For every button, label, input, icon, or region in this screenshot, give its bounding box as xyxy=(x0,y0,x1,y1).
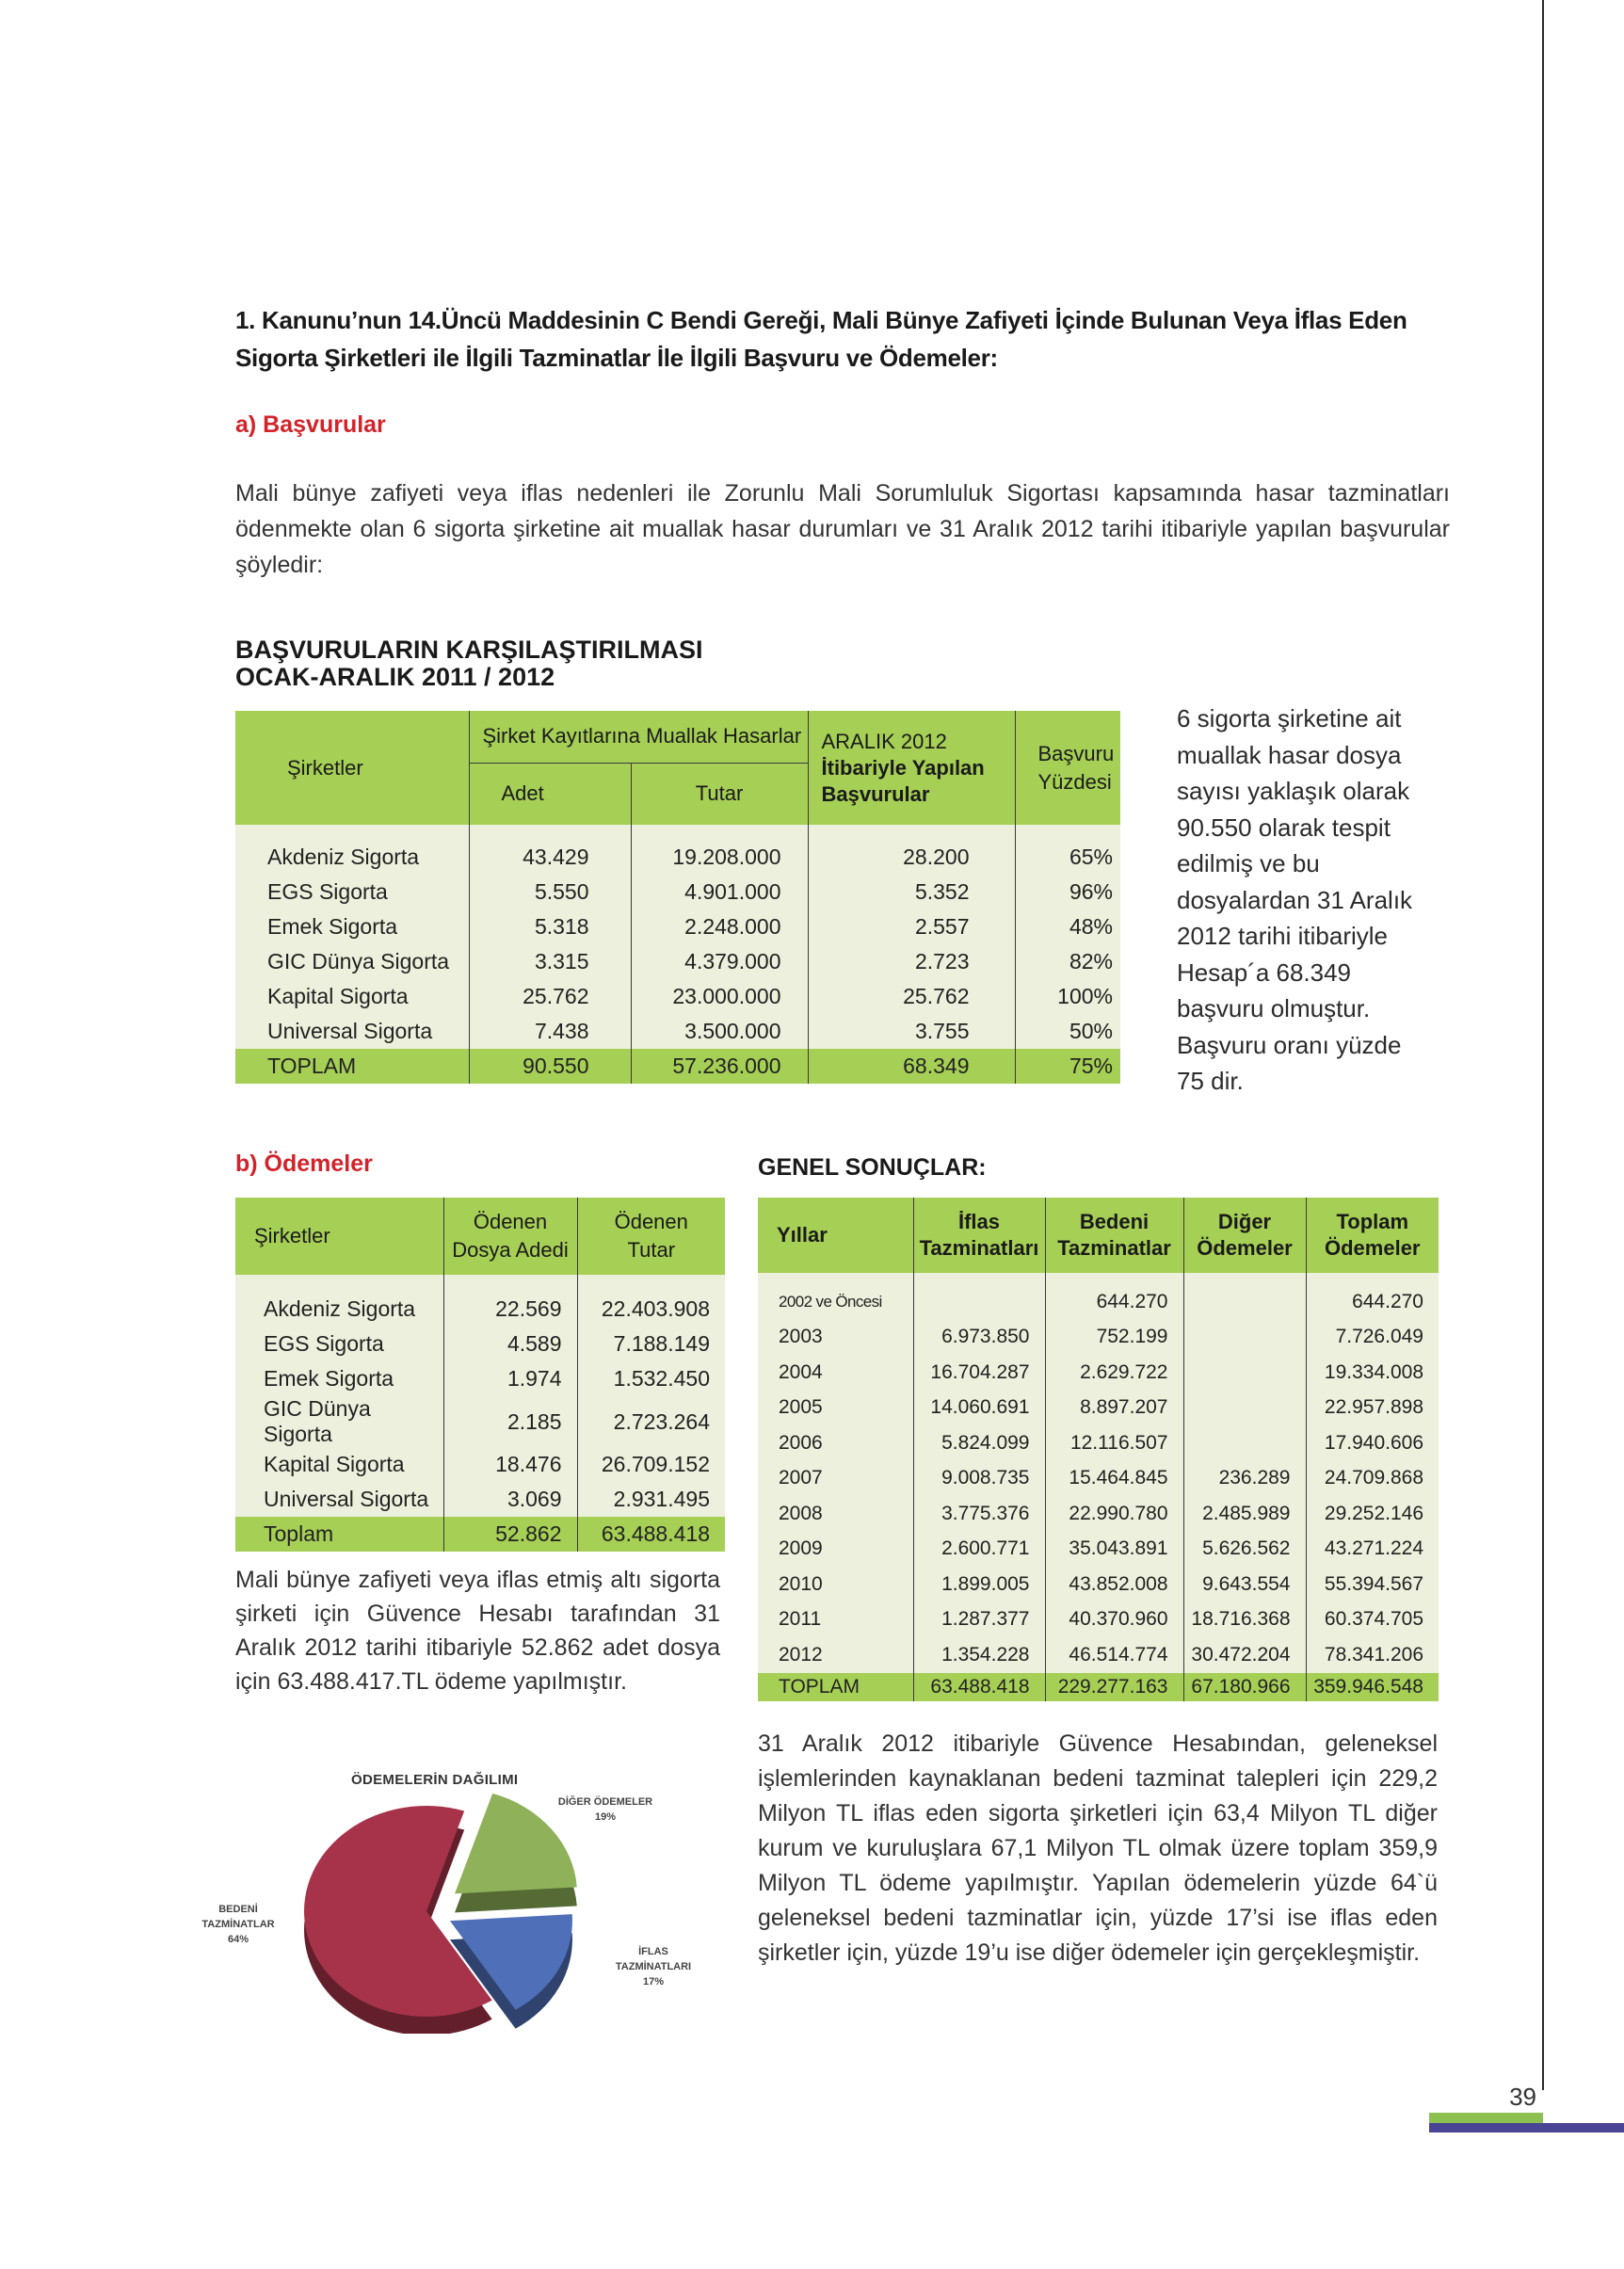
cell-other: 5.626.562 xyxy=(1183,1532,1306,1568)
cell-total: 55.394.567 xyxy=(1306,1567,1439,1602)
col-header-percent xyxy=(1015,711,1120,825)
spacer-cell xyxy=(1045,1273,1183,1284)
cell-bankruptcy: 9.008.735 xyxy=(913,1461,1045,1497)
cell-applications: 3.755 xyxy=(808,1014,1015,1049)
applications-table-title-line2: OCAK-ARALIK 2011 / 2012 xyxy=(235,663,555,691)
col-header-companies: Şirketler xyxy=(287,755,363,780)
cell-bodily: 752.199 xyxy=(1045,1320,1183,1356)
total-row xyxy=(235,1049,1120,1084)
table-row xyxy=(235,1482,725,1517)
cell-other: 18.716.368 xyxy=(1183,1602,1306,1638)
table-row xyxy=(235,1014,1120,1049)
cell-paid-files: 52.862 xyxy=(443,1517,577,1552)
general-results-table xyxy=(758,1198,1439,1701)
pie-label-bodily xyxy=(196,1902,281,1947)
cell-applications: 28.200 xyxy=(808,840,1015,875)
cell-count: 90.550 xyxy=(469,1049,631,1084)
col-header-paid-files xyxy=(443,1198,577,1275)
cell-other: 30.472.204 xyxy=(1183,1637,1306,1673)
cell-count: 3.315 xyxy=(469,944,631,979)
cell-company: Akdeniz Sigorta xyxy=(264,1296,416,1321)
cell-other: 2.485.989 xyxy=(1183,1496,1306,1532)
table-row xyxy=(758,1320,1439,1356)
pie-label-other xyxy=(544,1794,667,1825)
payments-paragraph: Mali bünye zafiyeti veya iflas etmiş altı sigorta şirketi için Güvence Hesabı tarafından 31 Aralık 2012 tarihi itibariyle 52.862 adet dosya için 63.488.417.TL ödeme yapılmıştır. xyxy=(235,1567,720,1695)
cell-year: 2003 xyxy=(779,1326,823,1348)
general-results-paragraph: 31 Aralık 2012 itibariyle Güvence Hesabından, geleneksel işlemlerinden kaynaklanan bedeni tazminat talepleri için 229,2 Milyon TL iflas eden sigorta şirketleri için 63,4 Milyon TL diğer kurum ve kuruluşlara 67,1 Milyon TL olmak üzere toplam 359,9 Milyon TL ödeme yapılmıştır. Yapılan ödemelerin yüzde 64`ü geleneksel bedeni tazminatlar için, yüzde 17’si ise iflas eden şirketler için, yüzde 19’u ise diğer ödemeler için gerçekleşmiştir. xyxy=(758,1730,1438,1966)
table-row xyxy=(235,1396,725,1447)
cell-other xyxy=(1183,1284,1306,1320)
applications-table-title-line1: BAŞVURULARIN KARŞILAŞTIRILMASI xyxy=(235,636,703,664)
cell-applications: 2.723 xyxy=(808,944,1015,979)
cell-bankruptcy: 2.600.771 xyxy=(913,1532,1045,1568)
table-row xyxy=(758,1355,1439,1391)
footer-purple-bar xyxy=(1429,2123,1624,2132)
cell-total: 29.252.146 xyxy=(1306,1496,1439,1532)
cell-count: 5.318 xyxy=(469,909,631,944)
col-header-bankruptcy xyxy=(913,1198,1045,1273)
spacer-cell xyxy=(443,1275,577,1292)
cell-company: TOPLAM xyxy=(267,1054,357,1078)
cell-bodily: 22.990.780 xyxy=(1045,1496,1183,1532)
spacer-cell xyxy=(758,1273,913,1284)
pie-label-bodily-name: BEDENİ TAZMİNATLAR xyxy=(201,1904,275,1930)
cell-count: 5.550 xyxy=(469,875,631,909)
cell-bodily: 8.897.207 xyxy=(1045,1391,1183,1426)
pie-label-bankruptcy xyxy=(601,1944,706,1989)
cell-other: 67.180.966 xyxy=(1183,1673,1306,1701)
spacer-cell xyxy=(913,1273,1045,1284)
cell-bodily: 46.514.774 xyxy=(1045,1637,1183,1673)
cell-paid-files: 1.974 xyxy=(443,1361,577,1396)
cell-amount: 57.236.000 xyxy=(631,1049,808,1084)
cell-paid-files: 22.569 xyxy=(443,1292,577,1327)
col-header-applications-line1: ARALIK 2012 xyxy=(821,729,947,753)
cell-bankruptcy: 1.287.377 xyxy=(913,1602,1045,1638)
cell-count: 25.762 xyxy=(469,979,631,1014)
col-header-total-line1: Toplam xyxy=(1336,1210,1409,1233)
cell-count: 7.438 xyxy=(469,1014,631,1049)
cell-company: Emek Sigorta xyxy=(264,1366,394,1391)
table-row xyxy=(235,1292,725,1327)
cell-paid-amount: 22.403.908 xyxy=(577,1292,725,1327)
col-header-total xyxy=(1306,1198,1439,1273)
cell-percent: 50% xyxy=(1015,1014,1120,1049)
col-header-outstanding-claims: Şirket Kayıtlarına Muallak Hasarlar xyxy=(469,711,808,763)
cell-percent: 100% xyxy=(1015,979,1120,1014)
cell-amount: 2.248.000 xyxy=(631,909,808,944)
cell-total: 19.334.008 xyxy=(1306,1355,1439,1391)
cell-other xyxy=(1183,1391,1306,1426)
col-header-count: Adet xyxy=(469,763,631,825)
cell-bankruptcy: 63.488.418 xyxy=(913,1673,1045,1701)
page-heading: 1. Kanunu’nun 14.Üncü Maddesinin C Bendi Gereği, Mali Bünye Zafiyeti İçinde Bulunan Veya İflas Eden Sigorta Şirketleri ile İlgili Tazminatlar İle İlgili Başvuru ve Ödemeler: xyxy=(235,306,1407,372)
col-header-paid-amount-line1: Ödenen xyxy=(614,1210,688,1233)
cell-bankruptcy: 5.824.099 xyxy=(913,1425,1045,1461)
intro-paragraph: Mali bünye zafiyeti veya iflas nedenleri ile Zorunlu Mali Sorumluluk Sigortası kapsamında hasar tazminatları ödenmekte olan 6 sigorta şirketine ait muallak hasar durumları ve 31 Aralık 2012 tarihi itibariyle yapılan başvurular şöyledir: xyxy=(235,480,1450,578)
table-row xyxy=(758,1602,1439,1638)
pie-chart-svg xyxy=(196,1751,718,2034)
table-row xyxy=(758,1425,1439,1461)
cell-company: Universal Sigorta xyxy=(267,1019,433,1043)
applications-table xyxy=(235,711,1120,1084)
cell-total: 17.940.606 xyxy=(1306,1425,1439,1461)
cell-bodily: 40.370.960 xyxy=(1045,1602,1183,1638)
table-row xyxy=(758,1391,1439,1426)
col-header-bodily xyxy=(1045,1198,1183,1273)
cell-total: 644.270 xyxy=(1306,1284,1439,1320)
payments-distribution-chart xyxy=(196,1751,718,2034)
section-title-basvurular: a) Başvurular xyxy=(235,411,386,438)
col-header-applications-line3: Başvurular xyxy=(821,781,930,806)
col-header-other-line2: Ödemeler xyxy=(1197,1236,1293,1260)
spacer-cell xyxy=(1306,1273,1439,1284)
cell-year: 2012 xyxy=(779,1643,823,1666)
cell-bankruptcy: 1.899.005 xyxy=(913,1567,1045,1602)
cell-count: 43.429 xyxy=(469,840,631,875)
cell-paid-amount: 2.931.495 xyxy=(577,1482,725,1517)
cell-bodily: 2.629.722 xyxy=(1045,1355,1183,1391)
col-header-companies: Şirketler xyxy=(254,1224,330,1247)
cell-year: 2009 xyxy=(779,1537,823,1560)
cell-company: Kapital Sigorta xyxy=(267,984,409,1008)
cell-other xyxy=(1183,1425,1306,1461)
cell-year: 2002 ve Öncesi xyxy=(779,1292,882,1311)
spacer-cell xyxy=(235,1275,443,1292)
table-row xyxy=(235,909,1120,944)
spacer-cell xyxy=(808,825,1015,840)
pie-label-bankruptcy-value: 17% xyxy=(642,1976,665,1987)
cell-paid-amount: 7.188.149 xyxy=(577,1327,725,1361)
chart-title: ÖDEMELERİN DAĞILIMI xyxy=(351,1772,519,1788)
cell-percent: 48% xyxy=(1015,909,1120,944)
cell-total: 359.946.548 xyxy=(1306,1673,1439,1701)
table-row xyxy=(758,1567,1439,1602)
table-row xyxy=(758,1461,1439,1497)
cell-total: 43.271.224 xyxy=(1306,1532,1439,1568)
cell-company: GIC Dünya Sigorta xyxy=(267,949,450,974)
table-row xyxy=(235,979,1120,1014)
cell-amount: 4.379.000 xyxy=(631,944,808,979)
cell-company: EGS Sigorta xyxy=(267,879,388,904)
cell-paid-files: 3.069 xyxy=(443,1482,577,1517)
cell-year: TOPLAM xyxy=(779,1675,860,1698)
col-header-bankruptcy-line2: Tazminatları xyxy=(919,1236,1039,1260)
applications-side-note: 6 sigorta şirketine ait muallak hasar dosya sayısı yaklaşık olarak 90.550 olarak tespit edilmiş ve bu dosyalardan 31 Aralık 2012 tarihi itibariyle Hesap´a 68.349 başvuru olmuştur. Başvuru oranı yüzde 75 dir. xyxy=(1177,704,1413,1095)
cell-company: Universal Sigorta xyxy=(264,1487,429,1511)
cell-percent: 75% xyxy=(1015,1049,1120,1084)
cell-amount: 23.000.000 xyxy=(631,979,808,1014)
pie-label-other-value: 19% xyxy=(594,1811,617,1823)
col-header-bodily-line2: Tazminatlar xyxy=(1057,1236,1171,1260)
cell-bodily: 12.116.507 xyxy=(1045,1425,1183,1461)
spacer-cell xyxy=(631,825,808,840)
payments-table xyxy=(235,1198,725,1552)
table-row xyxy=(235,875,1120,909)
cell-bodily: 43.852.008 xyxy=(1045,1567,1183,1602)
spacer-cell xyxy=(1015,825,1120,840)
cell-year: 2004 xyxy=(779,1360,823,1383)
cell-other: 9.643.554 xyxy=(1183,1567,1306,1602)
col-header-percent-line1: Başvuru xyxy=(1037,741,1115,765)
col-header-paid-files-line1: Ödenen xyxy=(473,1210,548,1233)
table-row xyxy=(235,1447,725,1482)
table-row xyxy=(758,1496,1439,1532)
cell-company: EGS Sigorta xyxy=(264,1331,384,1356)
col-header-paid-amount-line2: Tutar xyxy=(627,1238,676,1262)
cell-other xyxy=(1183,1355,1306,1391)
cell-bankruptcy: 14.060.691 xyxy=(913,1391,1045,1426)
col-header-years: Yıllar xyxy=(777,1223,828,1247)
cell-company: Kapital Sigorta xyxy=(264,1452,405,1476)
cell-total: 24.709.868 xyxy=(1306,1461,1439,1497)
cell-amount: 19.208.000 xyxy=(631,840,808,875)
cell-bodily: 229.277.163 xyxy=(1045,1673,1183,1701)
table-row xyxy=(235,944,1120,979)
pie-label-bodily-value: 64% xyxy=(227,1934,249,1945)
col-header-other xyxy=(1183,1198,1306,1273)
col-header-bankruptcy-line1: İflas xyxy=(957,1210,1001,1233)
pie-label-other-name: DİĞER ÖDEMELER xyxy=(557,1796,653,1808)
cell-bankruptcy xyxy=(913,1284,1045,1320)
table-row xyxy=(758,1532,1439,1568)
cell-year: 2011 xyxy=(779,1608,822,1631)
table-row xyxy=(235,1327,725,1361)
spacer-row xyxy=(235,1275,725,1292)
col-header-applications xyxy=(808,711,1015,825)
section-title-odemeler: b) Ödemeler xyxy=(235,1151,373,1177)
cell-paid-amount: 26.709.152 xyxy=(577,1447,725,1482)
cell-paid-files: 2.185 xyxy=(443,1396,577,1447)
cell-company: GIC Dünya Sigorta xyxy=(264,1396,371,1446)
page-number: 39 xyxy=(1509,2083,1536,2111)
cell-bodily: 35.043.891 xyxy=(1045,1532,1183,1568)
cell-bankruptcy: 3.775.376 xyxy=(913,1496,1045,1532)
cell-percent: 65% xyxy=(1015,840,1120,875)
table-row xyxy=(235,1361,725,1396)
col-header-total-line2: Ödemeler xyxy=(1325,1236,1421,1260)
cell-total: 60.374.705 xyxy=(1306,1602,1439,1638)
total-row xyxy=(758,1673,1439,1701)
spacer-row xyxy=(758,1273,1439,1284)
col-header-applications-line2: İtibariyle Yapılan xyxy=(821,755,985,780)
cell-applications: 25.762 xyxy=(808,979,1015,1014)
col-header-paid-files-line2: Dosya Adedi xyxy=(452,1238,569,1262)
spacer-cell xyxy=(235,825,469,840)
spacer-cell xyxy=(469,825,631,840)
spacer-row xyxy=(235,825,1120,840)
cell-total: 7.726.049 xyxy=(1306,1320,1439,1356)
total-row xyxy=(235,1517,725,1552)
cell-other xyxy=(1183,1320,1306,1356)
cell-company: Emek Sigorta xyxy=(267,914,398,939)
cell-applications: 68.349 xyxy=(808,1049,1015,1084)
cell-percent: 82% xyxy=(1015,944,1120,979)
table-row xyxy=(758,1637,1439,1673)
cell-bankruptcy: 16.704.287 xyxy=(913,1355,1045,1391)
general-results-title: GENEL SONUÇLAR: xyxy=(758,1154,987,1181)
col-header-paid-amount xyxy=(577,1198,725,1275)
cell-applications: 5.352 xyxy=(808,875,1015,909)
cell-paid-files: 4.589 xyxy=(443,1327,577,1361)
cell-applications: 2.557 xyxy=(808,909,1015,944)
cell-paid-amount: 63.488.418 xyxy=(577,1517,725,1552)
cell-total: 22.957.898 xyxy=(1306,1391,1439,1426)
cell-company: Toplam xyxy=(264,1521,334,1546)
cell-year: 2008 xyxy=(779,1502,823,1524)
cell-percent: 96% xyxy=(1015,875,1120,909)
cell-amount: 3.500.000 xyxy=(631,1014,808,1049)
footer-green-bar xyxy=(1429,2113,1543,2123)
applications-table-title xyxy=(235,636,703,691)
spacer-cell xyxy=(577,1275,725,1292)
pie-label-bankruptcy-name: İFLAS TAZMİNATLARI xyxy=(615,1946,692,1972)
col-header-bodily-line1: Bedeni xyxy=(1079,1210,1150,1233)
cell-bodily: 15.464.845 xyxy=(1045,1461,1183,1497)
cell-year: 2007 xyxy=(779,1467,823,1489)
cell-bankruptcy: 6.973.850 xyxy=(913,1320,1045,1356)
cell-year: 2006 xyxy=(779,1431,823,1454)
cell-other: 236.289 xyxy=(1183,1461,1306,1497)
cell-paid-amount: 2.723.264 xyxy=(577,1396,725,1447)
col-header-amount: Tutar xyxy=(631,763,808,825)
cell-bodily: 644.270 xyxy=(1045,1284,1183,1320)
cell-company: Akdeniz Sigorta xyxy=(267,845,420,869)
cell-total: 78.341.206 xyxy=(1306,1637,1439,1673)
col-header-percent-line2: Yüzdesi xyxy=(1037,769,1112,794)
cell-paid-amount: 1.532.450 xyxy=(577,1361,725,1396)
table-row xyxy=(758,1284,1439,1320)
cell-paid-files: 18.476 xyxy=(443,1447,577,1482)
margin-rule xyxy=(1542,0,1544,2090)
spacer-cell xyxy=(1183,1273,1306,1284)
cell-bankruptcy: 1.354.228 xyxy=(913,1637,1045,1673)
cell-amount: 4.901.000 xyxy=(631,875,808,909)
cell-year: 2010 xyxy=(779,1572,823,1595)
cell-year: 2005 xyxy=(779,1396,823,1419)
table-row xyxy=(235,840,1120,875)
col-header-other-line1: Diğer xyxy=(1217,1210,1272,1233)
